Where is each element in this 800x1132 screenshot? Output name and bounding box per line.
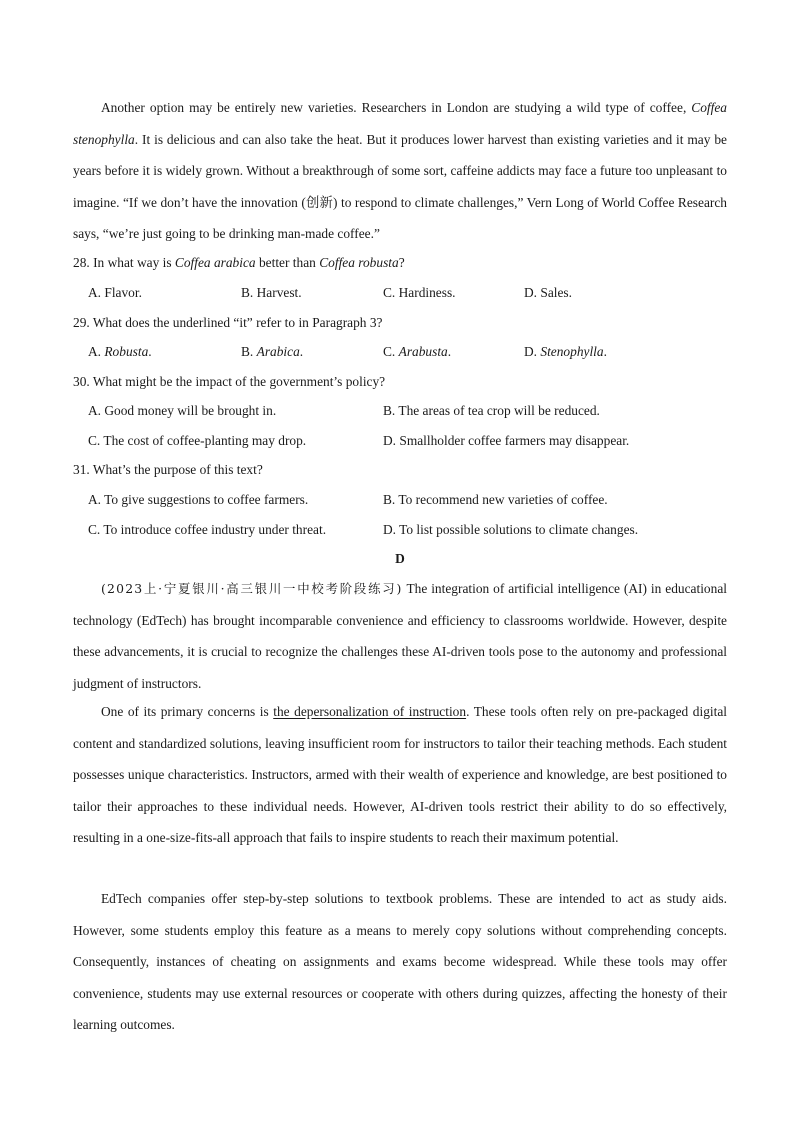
q31-option-b[interactable]: B. To recommend new varieties of coffee. [383,492,608,507]
paragraph-text: One of its primary concerns is [101,704,274,719]
question-29: 29. What does the underlined “it” refer to in Paragraph 3? [73,315,383,330]
q30-option-a[interactable]: A. Good money will be brought in. [88,403,277,418]
q29-option-d[interactable]: D. Stenophylla. [524,344,607,359]
q30-option-b[interactable]: B. The areas of tea crop will be reduced. [383,403,600,418]
q28-option-d[interactable]: D. Sales. [524,285,572,300]
passage-d-heading: D [395,551,405,566]
question-31: 31. What’s the purpose of this text? [73,462,263,477]
q31-option-d[interactable]: D. To list possible solutions to climate changes. [383,522,639,537]
question-30: 30. What might be the impact of the government’s policy? [73,374,386,389]
paragraph-text: The integration of artificial intelligence (AI) in educational technology (EdTech) has brought incomparable convenience and efficiency to classrooms worldwide. However, despite these advancements, it is crucial to recognize the challenges these AI-driven tools pose to the autonomy and professional judgment of instructors. [73,581,727,691]
q28-option-a[interactable]: A. Flavor. [88,285,142,300]
paragraph-text: Another option may be entirely new varieties. Researchers in London are studying a wild type of coffee, [101,100,692,115]
question-28: 28. In what way is Coffea arabica better than Coffea robusta? [73,255,405,270]
passage-d-paragraph-1 [73,573,727,699]
q31-option-a[interactable]: A. To give suggestions to coffee farmers. [88,492,309,507]
species-name: Coffea stenophylla [73,100,727,147]
passage-c-final-paragraph [73,92,727,250]
q29-option-b[interactable]: B. Arabica. [241,344,304,359]
q30-option-d[interactable]: D. Smallholder coffee farmers may disappear. [383,433,630,448]
paragraph-text: . These tools often rely on pre-packaged digital content and standardized solutions, leaving insufficient room for instructors to tailor their teaching methods. Each student possesses unique characteristics. Instructors, armed with their wealth of experience and knowledge, are best positioned to tailor their approaches to these individual needs. However, AI-driven tools restrict their ability to do so effectively, resulting in a one-size-fits-all approach that fails to inspire students to reach their maximum potential. [73,704,727,846]
source-note: (2023上·宁夏银川·高三银川一中校考阶段练习) [101,581,403,596]
underlined-phrase: the depersonalization of instruction [273,704,467,719]
paragraph-text: . It is delicious and can also take the heat. But it produces lower harvest than existing varieties and it may be years before it is widely grown. Without a breakthrough of some sort, caffeine addicts may face a future too unpleasant to imagine. “If we don’t have the innovation (创新) to respond to climate challenges,” Vern Long of World Coffee Research says, “we’re just going to be drinking man-made coffee.” [73,131,727,242]
q31-option-c[interactable]: C. To introduce coffee industry under threat. [88,522,327,537]
q28-option-c[interactable]: C. Hardiness. [383,285,456,300]
passage-d-paragraph-2 [73,696,727,854]
passage-d-paragraph-3: EdTech companies offer step-by-step solutions to textbook problems. These are intended to act as study aids. However, some students employ this feature as a means to merely copy solutions without comprehending concepts. Consequently, instances of cheating on assignments and exams become widespread. While these tools may offer convenience, students may use external resources or cooperate with others during quizzes, affecting the honesty of their learning outcomes. [73,891,727,1033]
q29-option-a[interactable]: A. Robusta. [88,344,152,359]
q30-option-c[interactable]: C. The cost of coffee-planting may drop. [88,433,307,448]
q29-option-c[interactable]: C. Arabusta. [383,344,452,359]
q28-option-b[interactable]: B. Harvest. [241,285,302,300]
